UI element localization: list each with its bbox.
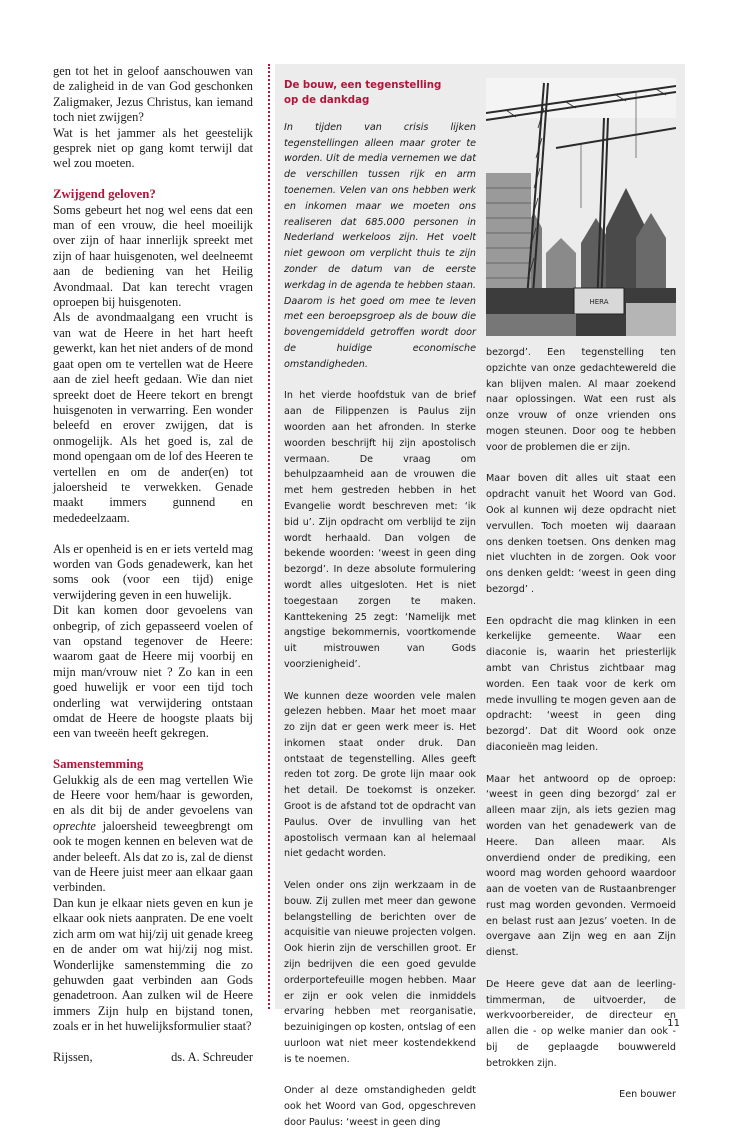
signature-line bbox=[53, 1050, 253, 1065]
construction-photo bbox=[486, 78, 676, 336]
paragraph: Wat is het jammer als het geestelijk gesprek niet op gang komt terwijl dat wel zou moeten. bbox=[53, 125, 253, 171]
article-title: De bouw, een tegenstelling op de dankdag bbox=[284, 80, 442, 107]
paragraph: bezorgd’. Een tegenstelling ten opzichte van onze gedachtewereld die kan blijven malen. Al maar zoekend naar oplossingen. Wat een rust als onze vrouw of onze vrienden ons mogen steunen. Door oog te hebben voor de problemen die er zijn. bbox=[486, 347, 676, 453]
article-signature: Een bouwer bbox=[619, 1089, 676, 1101]
article-column-continued bbox=[486, 345, 676, 1103]
signature-place: Rijssen, bbox=[53, 1049, 93, 1064]
site-sign-text: HERA bbox=[589, 298, 609, 306]
paragraph: Dan kun je elkaar niets geven en kun je elkaar ook niets aanpraten. De ene voelt zich arm om wat hij/zij uit genade kreeg en de ander om wat hij/zij nog mist. Wonderlijke samenstemming die zo gehuwden gaat verbinden aan Gods genadetroon. Aan zulken wil de Heere immers Zijn hulp en bijstand tonen, zoals er in het huwelijksformulier staat? bbox=[53, 895, 253, 1034]
article-column bbox=[284, 78, 476, 1131]
construction-cranes-image bbox=[486, 78, 676, 336]
emphasis: oprechte bbox=[53, 818, 96, 833]
paragraph: In het vierde hoofdstuk van de brief aan de Filippenzen is Paulus zijn woorden aan het afronden. In sterke woorden beschrijft hij zijn apostolisch vermaan. De vraag om behulpzaamheid aan de vrouwen die met hem gestreden hebben in het Evangelie wordt beschreven met: ‘ik bid u’. Zijn opdracht om verblijd te zijn wordt herhaald. Dan volgen de bekende woorden: ‘weest in geen ding bezorgd’. In deze absolute formulering wordt alles uitgesloten. Het is niet toegestaan zorgen te maken. Kanttekening 25 zegt: ‘Namelijk met angstige bekommernis, voortkomende uit mistrouwen van Gods voorzienigheid’. bbox=[284, 390, 476, 670]
paragraph: Soms gebeurt het nog wel eens dat een man of een vrouw, die heel moeilijk over zijn of haar innerlijk spreekt met zijn of haar huisgenoten, wel deelneemt aan de bediening van het Heilig Avondmaal. Dat kan terecht vragen oproepen bij huisgenoten. bbox=[53, 202, 253, 310]
section-heading-samenstemming: Samenstemming bbox=[53, 757, 144, 772]
article-intro: In tijden van crisis lijken tegenstellingen alleen maar groter te worden. Uit de media vernemen we dat de verschillen tussen rijk en arm toenemen. Velen van ons hebben werk en inkomen maar we moeten ons realiseren dat 685.000 personen in Nederland werkeloos zijn. Het voelt niet gewoon om verplicht thuis te zijn zonder de datum van de eerste werkdag in de agenda te hebben staan. Daarom is het goed om mee te leven met een beroepsgroep als de bouw die bovengemiddeld getroffen wordt door de huidige economische omstandigheden. bbox=[284, 121, 476, 370]
paragraph: Een opdracht die mag klinken in een kerkelijke gemeente. Waar een diaconie is, waarin het priesterlijk ambt van Christus zichtbaar mag worden. Een taak voor de kerk om mede invulling te mogen geven aan de opdracht: ‘weest in geen ding bezorgd’. Dat dit Woord ook onze diaconieën mag leiden. bbox=[486, 615, 676, 753]
column-divider bbox=[268, 64, 270, 1009]
paragraph: Dit kan komen door gevoelens van onbegrip, of zich gepasseerd voelen of van opstand tegenover de Heere: waarom gaat de Heere mij voorbij en mijn man/vrouw niet ? Zo kan in een goed huwelijk er voor een tijd toch onderling wat verwijdering ontstaan omdat de Heere de hoogste plaats bij een van tweeën heeft gekregen. bbox=[53, 603, 253, 741]
signature-name: ds. A. Schreuder bbox=[171, 1049, 253, 1064]
paragraph: Maar boven dit alles uit staat een opdracht vanuit het Woord van God. Ook al kunnen wij deze opdracht niet vervullen. Toch moeten wij daaraan ons denken toetsen. Ons denken mag niet vluchten in de zorgen. Ook voor ons denken geldt: ‘weest in geen ding bezorgd’ . bbox=[486, 473, 676, 595]
section-heading-zwijgend: Zwijgend geloven? bbox=[53, 187, 156, 202]
page-number: 11 bbox=[667, 1018, 680, 1029]
paragraph: De Heere geve dat aan de leerling-timmerman, de uitvoerder, de werkvoorbereider, de directeur en allen die - op welke manier dan ook - bij de geplaagde bouwwereld betrokken zijn. bbox=[486, 978, 676, 1069]
paragraph: Als de avondmaalgang een vrucht is van wat de Heere in het hart heeft gewerkt, kan het niet anders of de mond gaat open om te vertellen wat de Heere aan de ziel heeft gedaan. Wie dan niet spreekt doet de Heere tekort en brengt huisgenoten in verwarring. Een wonder beleefd en erover zwijgen, dat is onmogelijk. Als het goed is, zal de mond opengaan om de lof des Heeren te vertellen en om de ander(en) tot jaloersheid te verwekken. Genade maakt immers gunnend en mededeelzaam. bbox=[53, 310, 253, 525]
paragraph: Velen onder ons zijn werkzaam in de bouw. Zij zullen met meer dan gewone belangstelling de berichten over de acquisitie van nieuwe projecten volgen. Ook hierin zijn de verschillen groot. Er zijn bedrijven die een goed gevulde orderportefeuille mogen hebben. Maar er zijn er ook velen die inmiddels ervaring hebben met reorganisatie, bezuinigingen op kosten, ontslag of een uurloon wat niet meer kostendekkend is te noemen. bbox=[284, 880, 476, 1065]
paragraph: Als er openheid is en er iets verteld mag worden van Gods genadewerk, kan het soms ook (voor een tijd) enige verwijdering geven in een huwelijk. bbox=[53, 541, 253, 602]
left-column bbox=[53, 64, 253, 1065]
paragraph: Maar het antwoord op de oproep: ‘weest in geen ding bezorgd’ zal er alleen maar zijn, als iets gezien mag worden van het genadewerk van de Heere. Dan alleen maar. Als onverdiend onder de prediking, een woord mag worden gehoord waardoor aan de voeten van de Rustaanbrenger rust mag worden gevonden. Vermoeid en belast rust aan Jezus’ voeten. In de overgave aan Zijn weg en aan Zijn dienst. bbox=[486, 773, 676, 959]
paragraph: gen tot het in geloof aanschouwen van de zaligheid in de van God geschonken Zaligmaker, Jezus Christus, kan iemand toch niet zwijgen? bbox=[53, 64, 253, 125]
paragraph: Gelukkig als de een mag vertellen Wie de Heere voor hem/haar is geworden, en als dit bij de ander gevoelens van oprechte jaloersheid teweegbrengt om ook te mogen kennen en beleven wat de ander beleeft. Als dat zo is, zal de dienst van de Heere juist meer aan elkaar gaan verbinden. bbox=[53, 772, 253, 895]
paragraph: Onder al deze omstandigheden geldt ook het Woord van God, opgeschreven door Paulus: ‘weest in geen ding bbox=[284, 1085, 476, 1129]
paragraph: We kunnen deze woorden vele malen gelezen hebben. Maar het moet maar zo zijn dat er geen werk meer is. Het inkomen staat onder druk. Dan ontstaat de tegenstelling. Alles geeft reden tot zorg. De grote lijn maar ook het detail. De toekomst is onzeker. Groot is de afstand tot de opdracht van Paulus. Over de invulling van het apostolisch vermaan kan al helemaal niet gedacht worden. bbox=[284, 690, 476, 860]
